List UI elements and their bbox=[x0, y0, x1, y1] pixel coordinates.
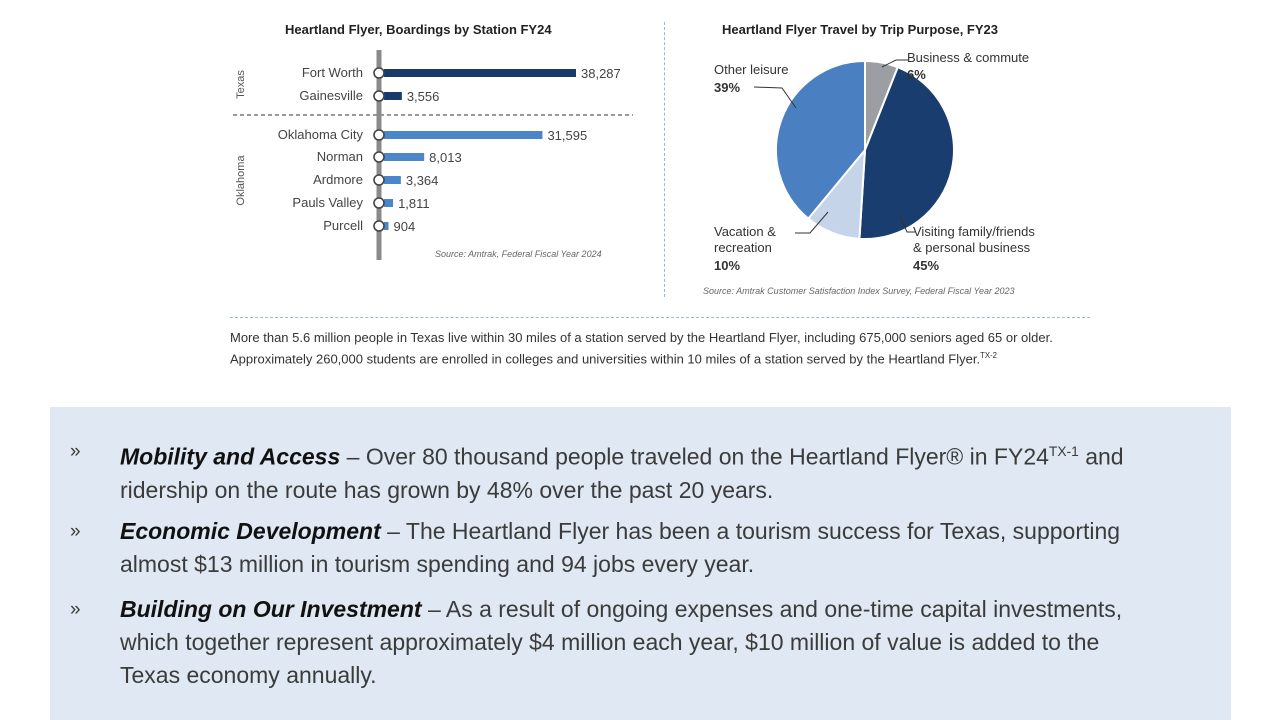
category-label: Ardmore bbox=[313, 172, 363, 187]
slice-label-visiting: & personal business bbox=[913, 240, 1031, 255]
slice-label-visiting: Visiting family/friends bbox=[913, 224, 1035, 239]
bar-chart-source: Source: Amtrak, Federal Fiscal Year 2024 bbox=[435, 249, 602, 259]
bullet-body: – The Heartland Flyer has been a tourism success for Texas, supporting almost $13 million in tourism spending and 94 jobs every year. bbox=[120, 518, 1121, 577]
value-label: 31,595 bbox=[547, 128, 588, 143]
station-marker bbox=[374, 68, 384, 78]
bar bbox=[384, 69, 576, 77]
bullet-body: – Over 80 thousand people traveled on the Heartland Flyer® in FY24 bbox=[340, 443, 1049, 470]
bullet-economic bbox=[70, 515, 1160, 581]
value-label: 8,013 bbox=[429, 150, 462, 165]
bar bbox=[384, 92, 402, 100]
slice-value-vacation: 10% bbox=[714, 258, 741, 273]
slice-value-other: 39% bbox=[714, 80, 741, 95]
category-label: Gainesville bbox=[299, 88, 363, 103]
value-label: 904 bbox=[393, 219, 416, 234]
station-marker bbox=[374, 91, 384, 101]
value-label: 38,287 bbox=[581, 66, 621, 81]
group-label-oklahoma: Oklahoma bbox=[235, 155, 247, 206]
bar bbox=[384, 153, 424, 161]
trip-purpose-pie-chart bbox=[700, 40, 1080, 280]
slice-label-vacation: Vacation & bbox=[714, 224, 776, 239]
slice-value-business: 6% bbox=[907, 67, 926, 82]
bar bbox=[384, 176, 401, 184]
category-label: Norman bbox=[316, 149, 363, 164]
pie-chart-title: Heartland Flyer Travel by Trip Purpose, FY23 bbox=[722, 22, 998, 37]
pie-chart-source: Source: Amtrak Customer Satisfaction Index Survey, Federal Fiscal Year 2023 bbox=[703, 286, 1015, 296]
bullet-heading: Building on Our Investment bbox=[120, 596, 422, 622]
vertical-divider bbox=[664, 22, 665, 297]
paragraph-text: More than 5.6 million people in Texas live within 30 miles of a station served by the Heartland Flyer, including 675,000 seniors aged 65 or older. Approximately 260,000 students are enrolled in colleges and universities within 10 miles of a station served by the Heartland Flyer. bbox=[230, 330, 1053, 367]
station-marker bbox=[374, 175, 384, 185]
chevron-bullet-icon: » bbox=[70, 441, 81, 462]
bar bbox=[384, 199, 393, 207]
bullet-mobility bbox=[70, 435, 1160, 507]
slice-value-visiting: 45% bbox=[913, 258, 940, 273]
horizontal-divider bbox=[230, 317, 1090, 318]
bar bbox=[384, 131, 542, 139]
paragraph-footnote: TX-2 bbox=[980, 351, 997, 360]
bar-chart-title: Heartland Flyer, Boardings by Station FY24 bbox=[285, 22, 552, 37]
category-label: Purcell bbox=[323, 218, 363, 233]
bullet-investment bbox=[70, 593, 1160, 692]
category-label: Fort Worth bbox=[301, 65, 363, 80]
category-label: Pauls Valley bbox=[292, 195, 363, 210]
bullet-heading: Economic Development bbox=[120, 518, 381, 544]
boardings-bar-chart bbox=[225, 50, 645, 265]
station-marker bbox=[374, 221, 384, 231]
slice-label-vacation: recreation bbox=[714, 240, 772, 255]
bullet-body: – As a result of ongoing expenses and one-time capital investments, which together represent approximately $4 million each year, $10 million of value is added to the Texas economy annually. bbox=[120, 596, 1123, 688]
value-label: 1,811 bbox=[398, 196, 430, 211]
chevron-bullet-icon: » bbox=[70, 599, 81, 620]
station-marker bbox=[374, 198, 384, 208]
value-label: 3,364 bbox=[405, 173, 439, 188]
bullet-footnote: TX-1 bbox=[1048, 444, 1079, 459]
category-label: Oklahoma City bbox=[277, 127, 363, 142]
bullet-heading: Mobility and Access bbox=[120, 443, 341, 470]
group-label-texas: Texas bbox=[235, 70, 247, 99]
texas-population-paragraph bbox=[230, 329, 1100, 368]
station-marker bbox=[374, 130, 384, 140]
station-marker bbox=[374, 152, 384, 162]
chevron-bullet-icon: » bbox=[70, 521, 81, 542]
bullet-body-continued: and ridership on the route has grown by 48% over the past 20 years. bbox=[120, 443, 1124, 503]
value-label: 3,556 bbox=[406, 89, 440, 104]
slice-label-business: Business & commute bbox=[907, 50, 1030, 65]
slice-label-other: Other leisure bbox=[714, 62, 789, 77]
